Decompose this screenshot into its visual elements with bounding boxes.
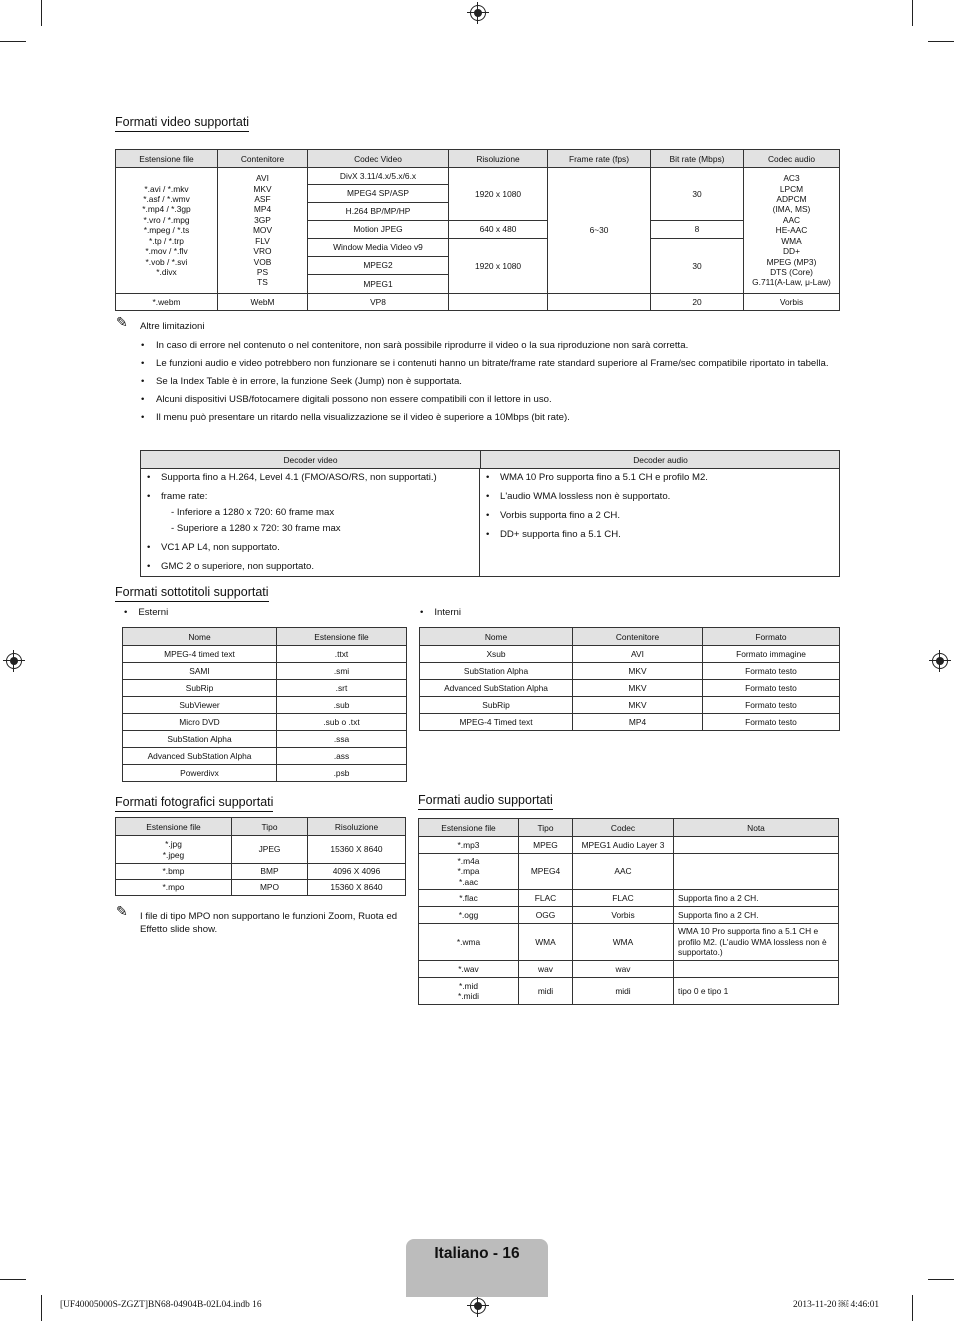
footer-timestamp: 2013-11-20 ￼ 4:46:01 [793,1300,880,1310]
table-row: SAMI .smi [123,663,407,680]
header-cell: Formato [703,628,840,646]
registration-mark-icon [470,1298,486,1314]
crop-mark [0,41,26,42]
list-item: • Se la Index Table è in errore, la funzione Seek (Jump) non è supportata. [141,375,831,388]
cell: *.webm [116,294,218,311]
header-cell: Codec Video [308,150,449,168]
photo-formats-table [115,817,406,896]
table-row: *.wma WMA WMA WMA 10 Pro supporta fino a 5.1 CH e profilo M2. (L'audio WMA lossless non è supportato.) [419,924,839,961]
decoder-video-list [141,469,480,576]
list-item: • Alcuni dispositivi USB/fotocamere digitali possono non essere compatibili con il lettore in uso. [141,393,831,406]
header-cell: Nota [674,819,839,837]
codec-cell: DivX 3.11/4.x/5.x/6.x [308,168,449,185]
table-row [116,168,840,185]
header-cell: Tipo [519,819,573,837]
table-row: SubRip .srt [123,680,407,697]
table-row: Advanced SubStation Alpha MKV Formato testo [420,680,840,697]
header-cell: Estensione file [116,818,232,836]
decoder-audio-header: Decoder audio [633,454,688,465]
bitrate-cell: 30 [651,239,744,294]
framerate-cell: 6~30 [548,168,651,294]
resolution-cell: 1920 x 1080 [449,239,548,294]
external-label: • Esterni [124,607,168,618]
photo-note: I file di tipo MPO non supportano le funzioni Zoom, Ruota ed Effetto slide show. [140,911,398,935]
note-pencil-icon: ✎ [116,903,128,919]
codec-cell: H.264 BP/MP/HP [308,203,449,221]
table-row: SubViewer .sub [123,697,407,714]
table-row: MPEG-4 Timed text MP4 Formato testo [420,714,840,731]
table-row [116,294,840,311]
crop-mark [912,0,913,26]
table-row: *.bmp BMP 4096 X 4096 [116,864,406,880]
table-row: *.mpo MPO 15360 X 8640 [116,880,406,896]
codec-cell: MPEG1 [308,275,449,294]
limits-title: Altre limitazioni [140,321,205,332]
header-cell: Estensione file [419,819,519,837]
table-row: MPEG-4 timed text .ttxt [123,646,407,663]
note-pencil-icon: ✎ [116,314,128,330]
list-item: • VC1 AP L4, non supportato. [147,542,473,554]
decoder-audio-list [480,469,839,576]
sub-item: - Superiore a 1280 x 720: 30 frame max [171,523,341,534]
list-item: • Supporta fino a H.264, Level 4.1 (FMO/ASO/RS, non supportati.) [147,472,473,484]
list-item: • WMA 10 Pro supporta fino a 5.1 CH e profilo M2. [486,472,833,484]
limits-list [141,339,831,429]
cell [449,294,548,311]
internal-label: • Interni [420,607,461,618]
codec-cell: MPEG2 [308,257,449,275]
cell [548,294,651,311]
table-row: *.flac FLAC FLAC Supporta fino a 2 CH. [419,890,839,907]
cell: WebM [218,294,308,311]
crop-mark [928,1279,954,1280]
header-cell: Nome [123,628,277,646]
bitrate-cell: 30 [651,168,744,221]
header-cell: Bit rate (Mbps) [651,150,744,168]
list-item: • Vorbis supporta fino a 2 CH. [486,510,833,522]
header-cell: Contenitore [218,150,308,168]
table-row: Micro DVD .sub o .txt [123,714,407,731]
photo-heading: Formati fotografici supportati [115,795,273,812]
list-item: • DD+ supporta fino a 5.1 CH. [486,529,833,541]
subtitles-heading: Formati sottotitoli supportati [115,585,269,602]
external-subtitles-table [122,627,407,782]
table-row: SubStation Alpha .ssa [123,731,407,748]
cell: Vorbis [744,294,840,311]
table-row: *.mp3 MPEG MPEG1 Audio Layer 3 [419,837,839,854]
table-row: *.m4a *.mpa *.aac MPEG4 AAC [419,854,839,890]
footer-file-info: [UF40005000S-ZGZT]BN68-04904B-02L04.indb 16 [60,1300,262,1310]
header-cell: Risoluzione [308,818,406,836]
table-row: Powerdivx .psb [123,765,407,782]
list-item: • GMC 2 o superiore, non supportato. [147,561,473,573]
audio-codec-list: AC3 LPCM ADPCM (IMA, MS) AAC HE-AAC WMA DD+ MPEG (MP3) DTS (Core) G.711(A-Law, μ-Law) [744,168,840,294]
table-row: SubStation Alpha MKV Formato testo [420,663,840,680]
audio-heading: Formati audio supportati [418,793,553,810]
container-list: AVI MKV ASF MP4 3GP MOV FLV VRO VOB PS TS [218,168,308,294]
list-item: • frame rate: - Inferiore a 1280 x 720: 60 frame max - Superiore a 1280 x 720: 30 frame max [147,491,473,535]
internal-subtitles-table [419,627,840,731]
registration-mark-icon [470,5,486,21]
header-cell: Estensione file [277,628,407,646]
table-row: *.ogg OGG Vorbis Supporta fino a 2 CH. [419,907,839,924]
decoder-table [140,450,840,577]
crop-mark [928,41,954,42]
table-row: *.jpg *.jpeg JPEG 15360 X 8640 [116,836,406,864]
bitrate-cell: 8 [651,221,744,239]
table-row: Xsub AVI Formato immagine [420,646,840,663]
cell: 20 [651,294,744,311]
header-cell: Frame rate (fps) [548,150,651,168]
header-cell: Risoluzione [449,150,548,168]
extension-list: *.avi / *.mkv *.asf / *.wmv *.mp4 / *.3gp *.vro / *.mpg *.mpeg / *.ts *.tp / *.trp *.mov / *.flv *.vob / *.svi *.divx [116,168,218,294]
table-row: *.mid *.midi midi midi tipo 0 e tipo 1 [419,978,839,1005]
registration-mark-icon [6,653,22,669]
header-cell: Estensione file [116,150,218,168]
list-item: • Il menu può presentare un ritardo nella visualizzazione se il video è superiore a 10Mbps (bit rate). [141,411,831,424]
header-cell: Codec [573,819,674,837]
video-formats-table [115,149,840,311]
crop-mark [41,1295,42,1321]
crop-mark [912,1295,913,1321]
codec-cell: Motion JPEG [308,221,449,239]
registration-mark-icon [932,653,948,669]
list-item: • Le funzioni audio e video potrebbero non funzionare se i contenuti hanno un bitrate/frame rate standard superiore al Frame/sec compatibile riportato in tabella. [141,357,831,370]
cell: VP8 [308,294,449,311]
video-heading: Formati video supportati [115,115,249,132]
crop-mark [41,0,42,26]
resolution-cell: 640 x 480 [449,221,548,239]
resolution-cell: 1920 x 1080 [449,168,548,221]
list-item: • L'audio WMA lossless non è supportato. [486,491,833,503]
table-row: *.wav wav wav [419,961,839,978]
page-number-tab [406,1239,548,1297]
table-header-row [116,150,840,168]
header-cell: Contenitore [573,628,703,646]
sub-item: - Inferiore a 1280 x 720: 60 frame max [171,507,335,518]
crop-mark [0,1279,26,1280]
codec-cell: MPEG4 SP/ASP [308,185,449,203]
header-cell: Codec audio [744,150,840,168]
table-row: Advanced SubStation Alpha .ass [123,748,407,765]
list-item: • In caso di errore nel contenuto o nel contenitore, non sarà possibile riprodurre il video o la sua riproduzione non sarà corretta. [141,339,831,352]
table-row: SubRip MKV Formato testo [420,697,840,714]
header-cell: Nome [420,628,573,646]
page-number-label: Italiano - 16 [434,1245,520,1262]
audio-formats-table [418,818,839,1005]
decoder-video-header: Decoder video [141,451,481,468]
codec-cell: Window Media Video v9 [308,239,449,257]
header-cell: Tipo [232,818,308,836]
